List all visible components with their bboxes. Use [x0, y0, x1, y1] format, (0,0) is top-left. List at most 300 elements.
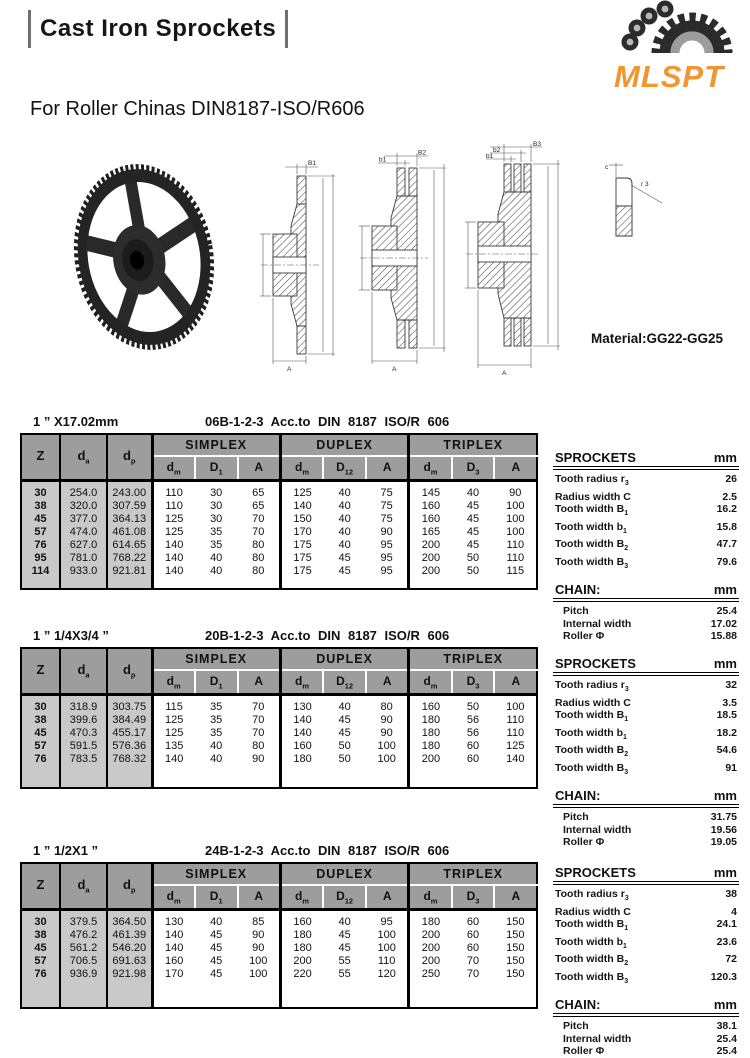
- cell: 307.59: [107, 500, 152, 513]
- cell: 50: [338, 740, 351, 752]
- cell: 160: [409, 513, 452, 526]
- cell: 170: [164, 968, 184, 980]
- cell: 180: [280, 929, 323, 942]
- cell: 130: [280, 694, 323, 714]
- cell: 60: [466, 753, 480, 765]
- cell: 120: [377, 968, 396, 980]
- cell: 100: [506, 526, 525, 538]
- filler-cell: [323, 766, 366, 789]
- cell: 303.75: [107, 694, 152, 714]
- cell: 40: [466, 487, 480, 499]
- group-header-triplex: TRIPLEX: [409, 863, 537, 885]
- cell: 45: [338, 714, 351, 726]
- cell: 45: [210, 968, 223, 980]
- sub-col-header: $D_3$: [452, 670, 495, 694]
- cell: 70: [252, 526, 265, 538]
- cell: 65: [252, 487, 265, 499]
- cell: 115: [165, 701, 183, 713]
- cell: 45: [21, 727, 60, 740]
- filler-cell: [366, 981, 409, 1009]
- cell: 40: [338, 500, 351, 512]
- cell: 80: [252, 740, 265, 752]
- cell: 125: [164, 526, 184, 538]
- cell: 50: [466, 565, 480, 577]
- triplex-section-drawing: [460, 140, 580, 378]
- dim-label: B1: [308, 160, 316, 167]
- filler-cell: [152, 766, 195, 789]
- simplex-section-drawing: [247, 158, 352, 373]
- sprocket-spec-row: Tooth radius $r_3$ 32: [555, 679, 737, 694]
- sprocket-spec-row: Radius width C 2.5: [555, 490, 737, 503]
- cell: 320.0: [60, 500, 107, 513]
- cell: 180: [409, 727, 452, 740]
- cell: 180: [409, 909, 452, 929]
- cell: 100: [377, 942, 396, 954]
- cell: 100: [249, 955, 268, 967]
- cell: 546.20: [107, 942, 152, 955]
- cell: 70: [252, 727, 265, 739]
- filler-cell: [107, 766, 152, 789]
- cell: 160: [280, 740, 323, 753]
- filler-cell: [21, 766, 60, 789]
- cell: 379.5: [60, 909, 107, 929]
- dim-label: A: [502, 370, 507, 377]
- sprocket-spec-table: [20, 647, 538, 789]
- cell: 455.17: [107, 727, 152, 740]
- col-header-da: $d_a$: [60, 434, 107, 480]
- cell: 140: [280, 500, 323, 513]
- cell: 200: [409, 929, 452, 942]
- filler-cell: [452, 578, 495, 590]
- cell: 200: [409, 955, 452, 968]
- cell: 160: [280, 909, 323, 929]
- standard-label: 20B-1-2-3 Acc.to DIN 8187 ISO/R 606: [205, 628, 450, 643]
- cell: 476.2: [60, 929, 107, 942]
- chain-spec-row: Roller Φ 15.88: [563, 630, 737, 643]
- cell: 110: [506, 539, 525, 551]
- cell: 60: [466, 740, 480, 752]
- cell: 30: [21, 909, 60, 929]
- cell: 45: [210, 929, 223, 941]
- title-bar-left: [28, 10, 31, 48]
- cell: 80: [252, 539, 265, 551]
- cell: 254.0: [60, 480, 107, 500]
- chain-label: CHAIN:: [555, 582, 601, 598]
- cell: 135: [164, 740, 184, 752]
- cell: 140: [164, 552, 184, 564]
- cell: 100: [377, 929, 396, 941]
- sprocket-photo: [60, 156, 222, 362]
- filler-cell: [195, 981, 238, 1009]
- sprocket-spec-row: Tooth radius $r_3$ 26: [555, 473, 737, 488]
- filler-cell: [494, 766, 537, 789]
- chain-spec-row: Roller Φ 19.05: [563, 836, 737, 849]
- cell: 90: [380, 526, 393, 538]
- unit-label: mm: [713, 788, 737, 804]
- cell: 461.08: [107, 526, 152, 539]
- cell: 45: [338, 929, 351, 941]
- cell: 95: [380, 539, 393, 551]
- sprocket-spec-row: Tooth width $B_1$ 18.5: [555, 709, 737, 724]
- filler-cell: [452, 981, 495, 1009]
- chain-panel-header: [553, 788, 739, 808]
- filler-cell: [494, 981, 537, 1009]
- cell: 175: [280, 552, 323, 565]
- cell: 38: [21, 929, 60, 942]
- cell: 165: [409, 526, 452, 539]
- cell: 200: [280, 955, 323, 968]
- cell: 65: [252, 500, 265, 512]
- cell: 45: [338, 727, 351, 739]
- cell: 150: [506, 929, 525, 941]
- cell: 180: [280, 753, 323, 766]
- table-row: [21, 955, 537, 968]
- sprockets-rows: [553, 676, 739, 779]
- table-section: [0, 618, 750, 849]
- cell: 38: [21, 714, 60, 727]
- cell: 933.0: [60, 565, 107, 578]
- filler-cell: [60, 981, 107, 1009]
- sub-col-header: A: [366, 885, 409, 909]
- sub-col-header: $d_m$: [409, 670, 452, 694]
- cell: 70: [252, 513, 265, 525]
- chain-spec-row: Internal width 25.4: [563, 1032, 737, 1045]
- standard-label: 06B-1-2-3 Acc.to DIN 8187 ISO/R 606: [205, 414, 450, 429]
- cell: 40: [338, 487, 351, 499]
- table-row: [21, 500, 537, 513]
- cell: 40: [210, 565, 223, 577]
- cell: 55: [338, 968, 351, 980]
- table-row: [21, 539, 537, 552]
- cell: 150: [506, 916, 525, 928]
- col-header-dp: $d_p$: [107, 863, 152, 909]
- cell: 35: [210, 727, 223, 739]
- cell: 110: [165, 487, 183, 499]
- cell: 175: [280, 565, 323, 578]
- cell: 100: [249, 968, 268, 980]
- cell: 921.98: [107, 968, 152, 981]
- sub-col-header: $d_m$: [280, 456, 323, 480]
- cell: 56: [466, 727, 480, 739]
- table-row: [21, 727, 537, 740]
- filler-cell: [323, 578, 366, 590]
- cell: 40: [210, 753, 223, 765]
- cell: 130: [164, 916, 184, 928]
- cell: 140: [164, 539, 184, 551]
- spec-side-panel: [553, 450, 739, 643]
- cell: 200: [409, 565, 452, 578]
- standard-label: 24B-1-2-3 Acc.to DIN 8187 ISO/R 606: [205, 843, 450, 858]
- cell: 40: [338, 526, 351, 538]
- filler-cell: [452, 766, 495, 789]
- table-row: [21, 552, 537, 565]
- title-bar-right: [285, 10, 288, 48]
- cell: 57: [21, 740, 60, 753]
- cell: 180: [409, 740, 452, 753]
- cell: 461.39: [107, 929, 152, 942]
- cell: 56: [466, 714, 480, 726]
- cell: 90: [509, 487, 522, 499]
- cell: 70: [252, 701, 265, 713]
- cell: 85: [252, 916, 265, 928]
- group-header-triplex: TRIPLEX: [409, 434, 537, 456]
- filler-cell: [21, 578, 60, 590]
- sprocket-spec-row: Tooth width $b_1$ 15.8: [555, 520, 737, 535]
- filler-cell: [323, 981, 366, 1009]
- col-header-dp: $d_p$: [107, 648, 152, 694]
- chain-size-label: 1 ” X17.02mm: [33, 414, 119, 429]
- cell: 80: [252, 565, 265, 577]
- cell: 80: [252, 552, 265, 564]
- sprockets-label: SPROCKETS: [555, 865, 636, 880]
- spec-side-panel: [553, 656, 739, 849]
- dim-label: B2: [418, 149, 426, 157]
- group-header-simplex: SIMPLEX: [152, 434, 280, 456]
- cell: 921.81: [107, 565, 152, 578]
- sub-col-header: $D_1$: [195, 885, 238, 909]
- chain-panel-header: [553, 582, 739, 602]
- cell: 50: [466, 552, 480, 564]
- cell: 145: [409, 480, 452, 500]
- section-titles: [20, 628, 536, 644]
- cell: 38: [21, 500, 60, 513]
- filler-row: [21, 981, 537, 1009]
- cell: 40: [338, 539, 351, 551]
- sub-col-header: $D_1$: [195, 670, 238, 694]
- section-titles: [20, 843, 536, 859]
- cell: 30: [21, 694, 60, 714]
- cell: 140: [164, 929, 184, 941]
- col-header-dp: $d_p$: [107, 434, 152, 480]
- dim-label: b1: [379, 156, 387, 164]
- sprockets-label: SPROCKETS: [555, 450, 636, 465]
- sub-col-header: $d_m$: [152, 456, 195, 480]
- cell: 30: [21, 480, 60, 500]
- chain-label: CHAIN:: [555, 788, 601, 804]
- cell: 90: [252, 753, 265, 765]
- cell: 150: [280, 513, 323, 526]
- chain-spec-row: Internal width 19.56: [563, 823, 737, 836]
- sub-col-header: $D_{12}$: [323, 885, 366, 909]
- cell: 45: [21, 513, 60, 526]
- cell: 936.9: [60, 968, 107, 981]
- filler-cell: [195, 766, 238, 789]
- cell: 45: [338, 552, 351, 564]
- cell: 576.36: [107, 740, 152, 753]
- cell: 125: [280, 480, 323, 500]
- sub-col-header: A: [366, 456, 409, 480]
- cell: 100: [506, 513, 525, 525]
- cell: 35: [210, 701, 223, 713]
- cell: 561.2: [60, 942, 107, 955]
- cell: 40: [210, 740, 223, 752]
- cell: 75: [380, 500, 393, 512]
- chain-panel-header: [553, 997, 739, 1017]
- cell: 45: [338, 942, 351, 954]
- table-row: [21, 909, 537, 929]
- filler-cell: [60, 766, 107, 789]
- cell: 364.50: [107, 909, 152, 929]
- sprocket-spec-row: Tooth width $B_2$ 72: [555, 953, 737, 968]
- cell: 35: [210, 526, 223, 538]
- cell: 60: [466, 942, 480, 954]
- sub-col-header: A: [238, 456, 281, 480]
- cell: 150: [506, 955, 525, 967]
- cell: 140: [164, 565, 184, 577]
- cell: 364.13: [107, 513, 152, 526]
- duplex-section-drawing: [350, 148, 462, 374]
- cell: 170: [280, 526, 323, 539]
- cell: 140: [280, 714, 323, 727]
- chain-size-label: 1 ” 1/4X3/4 ”: [33, 628, 109, 643]
- table-row: [21, 480, 537, 500]
- cell: 90: [380, 727, 393, 739]
- chain-label: CHAIN:: [555, 997, 601, 1013]
- material-note: Material:GG22-GG25: [591, 331, 724, 346]
- cell: 220: [280, 968, 323, 981]
- group-header-duplex: DUPLEX: [280, 434, 408, 456]
- col-header-da: $d_a$: [60, 863, 107, 909]
- cell: 125: [506, 740, 525, 752]
- table-row: [21, 694, 537, 714]
- cell: 150: [506, 942, 525, 954]
- unit-label: mm: [713, 865, 737, 880]
- cell: 76: [21, 968, 60, 981]
- chain-spec-row: Pitch 38.1: [563, 1020, 737, 1033]
- sprocket-spec-row: Tooth width $B_3$ 79.6: [555, 555, 737, 570]
- cell: 768.32: [107, 753, 152, 766]
- group-header-duplex: DUPLEX: [280, 648, 408, 670]
- chain-spec-row: Pitch 31.75: [563, 811, 737, 824]
- cell: 591.5: [60, 740, 107, 753]
- dim-label: r 3: [641, 181, 649, 188]
- cell: 115: [506, 565, 525, 577]
- cell: 160: [409, 694, 452, 714]
- cell: 75: [380, 487, 393, 499]
- cell: 140: [164, 942, 184, 954]
- cell: 243.00: [107, 480, 152, 500]
- mlspt-logo: [610, 2, 742, 94]
- sprocket-spec-row: Tooth width $B_2$ 54.6: [555, 744, 737, 759]
- cell: 40: [338, 513, 351, 525]
- unit-label: mm: [713, 997, 737, 1013]
- cell: 60: [466, 916, 480, 928]
- sub-col-header: A: [494, 670, 537, 694]
- cell: 45: [466, 526, 480, 538]
- cell: 180: [280, 942, 323, 955]
- sub-col-header: A: [238, 885, 281, 909]
- sprocket-spec-row: Tooth radius $r_3$ 38: [555, 888, 737, 903]
- cell: 399.6: [60, 714, 107, 727]
- sprocket-spec-row: Radius width C 3.5: [555, 696, 737, 709]
- group-header-triplex: TRIPLEX: [409, 648, 537, 670]
- cell: 57: [21, 526, 60, 539]
- sub-col-header: A: [366, 670, 409, 694]
- group-header-simplex: SIMPLEX: [152, 863, 280, 885]
- filler-cell: [195, 578, 238, 590]
- cell: 50: [338, 753, 351, 765]
- filler-cell: [152, 578, 195, 590]
- cell: 150: [506, 968, 525, 980]
- tooth-profile-detail-drawing: [596, 158, 666, 268]
- cell: 95: [380, 916, 393, 928]
- cell: 55: [338, 955, 351, 967]
- sub-col-header: $d_m$: [152, 885, 195, 909]
- cell: 110: [165, 500, 183, 512]
- cell: 175: [280, 539, 323, 552]
- sprockets-label: SPROCKETS: [555, 656, 636, 671]
- cell: 110: [506, 727, 525, 739]
- table-row: [21, 740, 537, 753]
- cell: 80: [380, 701, 393, 713]
- filler-cell: [107, 981, 152, 1009]
- table-row: [21, 753, 537, 766]
- filler-cell: [107, 578, 152, 590]
- unit-label: mm: [713, 656, 737, 671]
- sprocket-spec-row: Tooth width $B_3$ 120.3: [555, 970, 737, 985]
- cell: 57: [21, 955, 60, 968]
- cell: 691.63: [107, 955, 152, 968]
- dim-label: A: [392, 366, 397, 373]
- cell: 706.5: [60, 955, 107, 968]
- sub-col-header: $D_3$: [452, 885, 495, 909]
- cell: 30: [210, 500, 223, 512]
- unit-label: mm: [713, 582, 737, 598]
- filler-cell: [409, 981, 452, 1009]
- cell: 45: [466, 539, 480, 551]
- chain-spec-row: Pitch 25.4: [563, 605, 737, 618]
- cell: 768.22: [107, 552, 152, 565]
- cell: 140: [280, 727, 323, 740]
- subtitle: For Roller Chinas DIN8187-ISO/R606: [30, 98, 365, 120]
- cell: 60: [466, 929, 480, 941]
- cell: 90: [252, 942, 265, 954]
- sub-col-header: $d_m$: [152, 670, 195, 694]
- cell: 45: [210, 942, 223, 954]
- page-title: Cast Iron Sprockets: [40, 15, 277, 42]
- cell: 95: [21, 552, 60, 565]
- filler-cell: [238, 766, 281, 789]
- cell: 76: [21, 539, 60, 552]
- cell: 90: [252, 929, 265, 941]
- filler-cell: [60, 578, 107, 590]
- sub-col-header: $d_m$: [409, 885, 452, 909]
- cell: 160: [164, 955, 184, 967]
- cell: 45: [466, 500, 480, 512]
- cell: 125: [164, 727, 184, 739]
- cell: 200: [409, 942, 452, 955]
- cell: 40: [338, 916, 351, 928]
- cell: 781.0: [60, 552, 107, 565]
- table-section: [0, 833, 750, 1058]
- dim-label: b1: [486, 153, 494, 160]
- group-header-simplex: SIMPLEX: [152, 648, 280, 670]
- sub-col-header: A: [238, 670, 281, 694]
- sprocket-spec-row: Tooth width $B_1$ 16.2: [555, 503, 737, 518]
- sprockets-panel-header: [553, 450, 739, 470]
- cell: 90: [380, 714, 393, 726]
- chain-spec-row: Roller Φ 25.4: [563, 1045, 737, 1058]
- cell: 140: [506, 753, 525, 765]
- spec-side-panel: [553, 865, 739, 1058]
- filler-cell: [409, 578, 452, 590]
- cell: 200: [409, 753, 452, 766]
- cell: 470.3: [60, 727, 107, 740]
- cell: 180: [409, 714, 452, 727]
- cell: 70: [466, 968, 480, 980]
- sprocket-spec-row: Tooth width $b_1$ 18.2: [555, 726, 737, 741]
- chain-size-label: 1 ” 1/2X1 ”: [33, 843, 99, 858]
